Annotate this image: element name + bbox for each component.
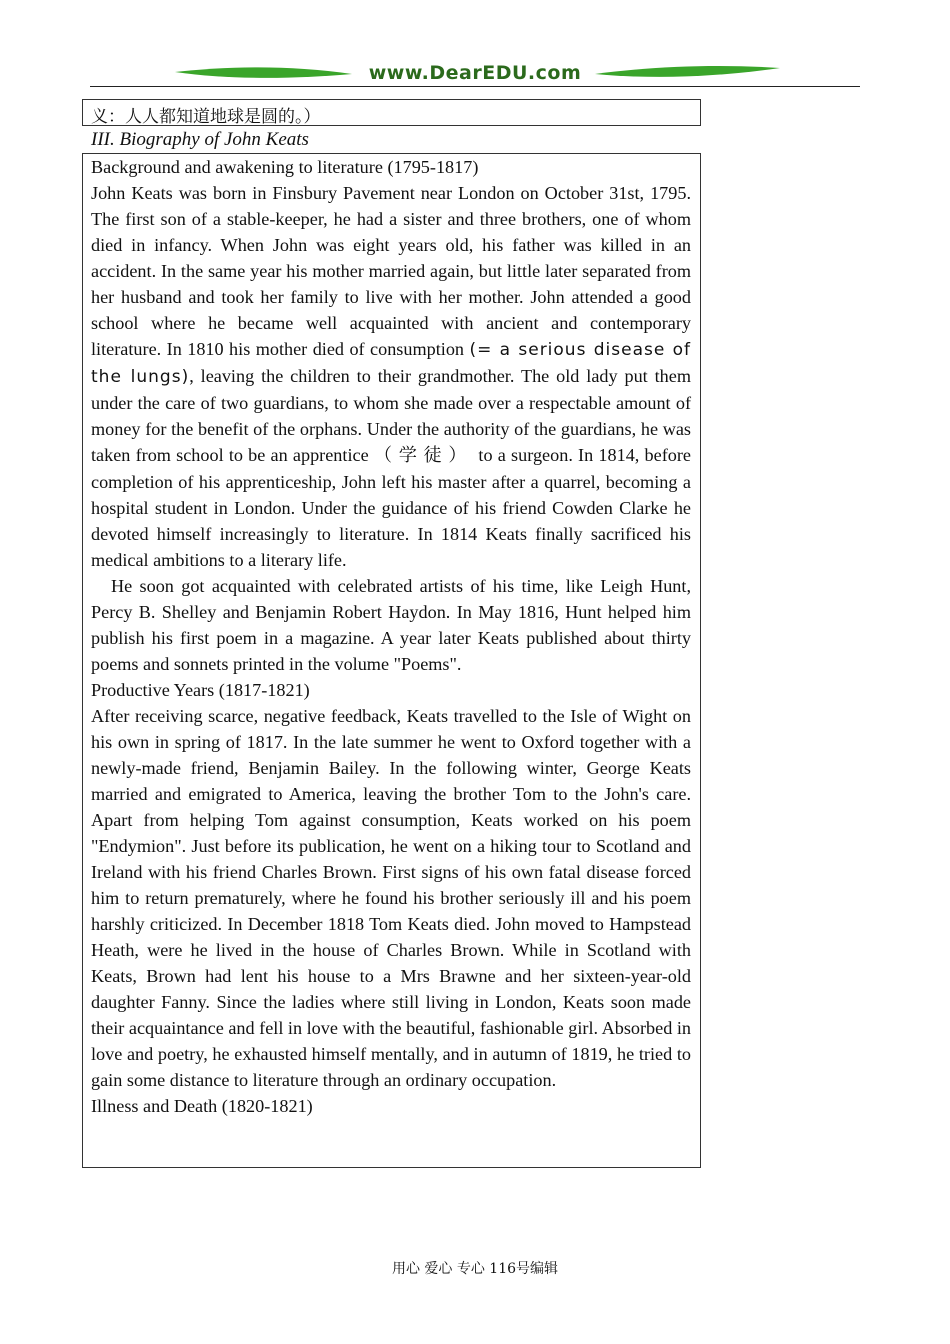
previous-content-box: [82, 99, 701, 126]
site-logo-text: www.DearEDU.com: [368, 62, 582, 84]
paragraph-artists: He soon got acquainted with celebrated artists of his time, like Leigh Hunt, Percy B. Shelley and Benjamin Robert Haydon. In May 1816, Hunt helped him publish his first poem in a magazine. A year later Keats published about thirty poems and sonnets printed in the volume "Poems".: [91, 576, 691, 674]
heading-background: Background and awakening to literature (1795-1817): [91, 157, 479, 177]
paragraph-productive-years: After receiving scarce, negative feedback, Keats travelled to the Isle of Wight on his own in spring of 1817. In the late summer he went to Oxford together with a newly-made friend, Benjamin Bailey. In the following winter, George Keats married and emigrated to America, leaving the brother Tom to the John's care. Apart from helping Tom against consumption, Keats worked on his poem "Endymion". Just before its publication, he went on a hiking tour to Scotland and Ireland with his friend Charles Brown. First signs of his own fatal disease forced him to return prematurely, where he found his brother seriously ill and his poem harshly criticized. In December 1818 Tom Keats died. John moved to Hampstead Heath, were he lived in the house of Charles Brown. While in Scotland with Keats, Brown had lent his house to a Mrs Brawne and her sixteen-year-old daughter Fanny. Since the ladies where still living in London, Keats soon made their acquaintance and fell in love with the beautiful, fashionable girl. Absorbed in love and poetry, he exhausted himself mentally, and in autumn of 1819, he tried to gain some distance to literature through an ordinary occupation.: [91, 706, 692, 1090]
biography-content: [91, 154, 691, 1119]
gloss-consumption: (= a serious disease of the lungs): [91, 340, 691, 387]
section-title: III. Biography of John Keats: [91, 129, 309, 150]
header-rule: [90, 86, 860, 87]
heading-illness-death: Illness and Death (1820-1821): [91, 1096, 313, 1116]
page-footer: 用心 爱心 专心 116号编辑: [391, 1261, 559, 1277]
previous-content-text: 义：人人都知道地球是圆的。）: [91, 107, 321, 127]
paragraph-early-life: John Keats was born in Finsbury Pavement near London on October 31st, 1795. The first son of a stable-keeper, he had a sister and three brothers, one of whom died in infancy. When John was eight years old, his father was killed in an accident. In the same year his mother married again, but little later separated from her husband and took her family to live with her mother. John attended a good school where he became well acquainted with ancient and contemporary literature. In 1810 his mother died of consumption (= a serious disease of the lungs), leaving the children to their grandmother. The old lady put them under the care of two guardians, to whom she made over a respectable amount of money for the benefit of the orphans. Under the authority of the guardians, he was taken from school to be an apprentice （学徒） to a surgeon. In 1814, before completion of his apprenticeship, John left his master after a quarrel, becoming a hospital student in London. Under the guidance of his friend Cowden Clarke he devoted himself increasingly to literature. In 1814 Keats finally sacrificed his medical ambitions to a literary life.: [91, 183, 691, 570]
heading-productive-years: Productive Years (1817-1821): [91, 680, 310, 700]
biography-box: [82, 153, 701, 1168]
gloss-apprentice: （学徒）: [373, 445, 474, 466]
